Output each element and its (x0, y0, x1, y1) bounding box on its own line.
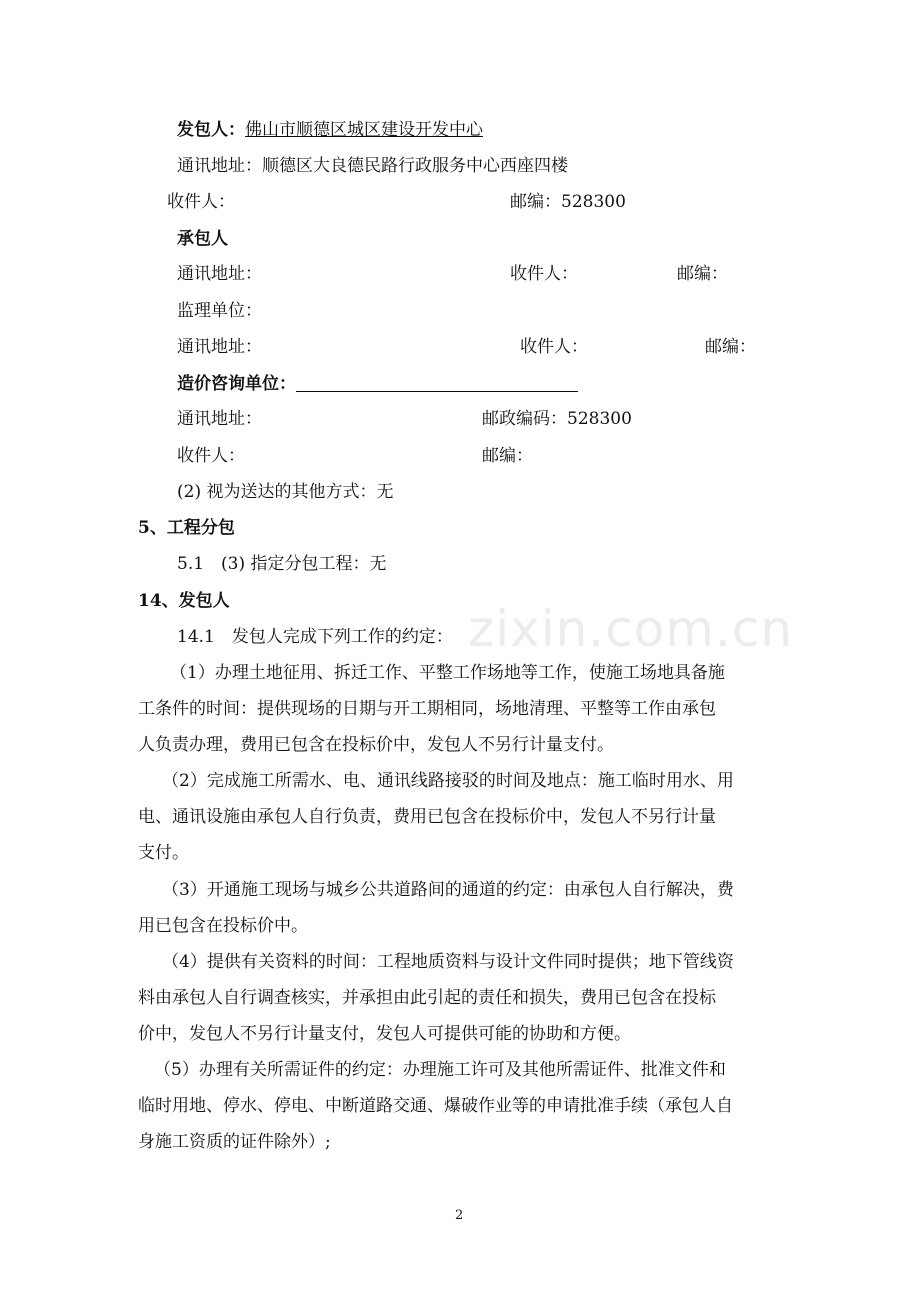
other-delivery-method: (2) 视为送达的其他方式：无 (177, 482, 394, 502)
employer-recipient: 收件人： (167, 192, 235, 212)
section5-heading: 5、工程分包 (138, 518, 235, 538)
consultant-postal-code: 邮政编码：528300 (482, 409, 632, 429)
contractor-postcode: 邮编： (677, 264, 728, 284)
contractor-address: 通讯地址： (177, 264, 262, 284)
employer-name: 佛山市顺德区城区建设开发中心 (245, 120, 483, 140)
item4-line1: （4）提供有关资料的时间：工程地质资料与设计文件同时提供；地下管线资 (162, 952, 734, 972)
item5-line3: 身施工资质的证件除外）; (138, 1132, 331, 1152)
item1-line2: 工条件的时间：提供现场的日期与开工期相同，场地清理、平整等工作由承包 (138, 699, 716, 719)
employer-postcode: 邮编：528300 (510, 192, 626, 212)
item5-line2: 临时用地、停水、停电、中断道路交通、爆破作业等的申请批准手续（承包人自 (138, 1096, 733, 1116)
item1-line1: （1）办理土地征用、拆迁工作、平整工作场地等工作，使施工场地具备施 (170, 663, 725, 683)
item4-line2: 料由承包人自行调查核实，并承担由此引起的责任和损失，费用已包含在投标 (138, 988, 716, 1008)
supervisor-label: 监理单位： (177, 301, 262, 321)
supervisor-postcode: 邮编： (705, 337, 756, 357)
consultant-recipient: 收件人： (177, 446, 245, 466)
employer-address: 通讯地址：顺德区大良德民路行政服务中心西座四楼 (177, 156, 568, 176)
section14-intro: 14.1 发包人完成下列工作的约定： (177, 627, 453, 647)
item3-line2: 用已包含在投标价中。 (138, 916, 308, 936)
employer-label: 发包人： (177, 120, 245, 140)
consultant-line (177, 372, 578, 396)
item5-line1: （5）办理有关所需证件的约定：办理施工许可及其他所需证件、批准文件和 (154, 1060, 726, 1080)
contractor-label: 承包人 (177, 229, 228, 249)
consultant-address: 通讯地址： (177, 409, 262, 429)
consultant-blank-line (296, 373, 578, 392)
employer-line (177, 118, 483, 142)
item4-line3: 价中，发包人不另行计量支付，发包人可提供可能的协助和方便。 (138, 1024, 631, 1044)
section5-item: 5.1 (3) 指定分包工程：无 (177, 554, 387, 574)
item3-line1: （3）开通施工现场与城乡公共道路间的通道的约定：由承包人自行解决，费 (162, 880, 734, 900)
contractor-recipient: 收件人： (510, 264, 578, 284)
supervisor-recipient: 收件人： (520, 337, 588, 357)
page-number: 2 (455, 1208, 464, 1223)
watermark: zixin.com.cn (468, 600, 794, 658)
section14-heading: 14、发包人 (138, 591, 230, 611)
item2-line3: 支付。 (138, 843, 189, 863)
consultant-label: 造价咨询单位： (177, 374, 296, 394)
consultant-postcode: 邮编： (482, 446, 533, 466)
item2-line1: （2）完成施工所需水、电、通讯线路接驳的时间及地点：施工临时用水、用 (162, 771, 734, 791)
item1-line3: 人负责办理，费用已包含在投标价中，发包人不另行计量支付。 (138, 735, 614, 755)
item2-line2: 电、通讯设施由承包人自行负责，费用已包含在投标价中，发包人不另行计量 (138, 807, 716, 827)
supervisor-address: 通讯地址： (177, 337, 262, 357)
